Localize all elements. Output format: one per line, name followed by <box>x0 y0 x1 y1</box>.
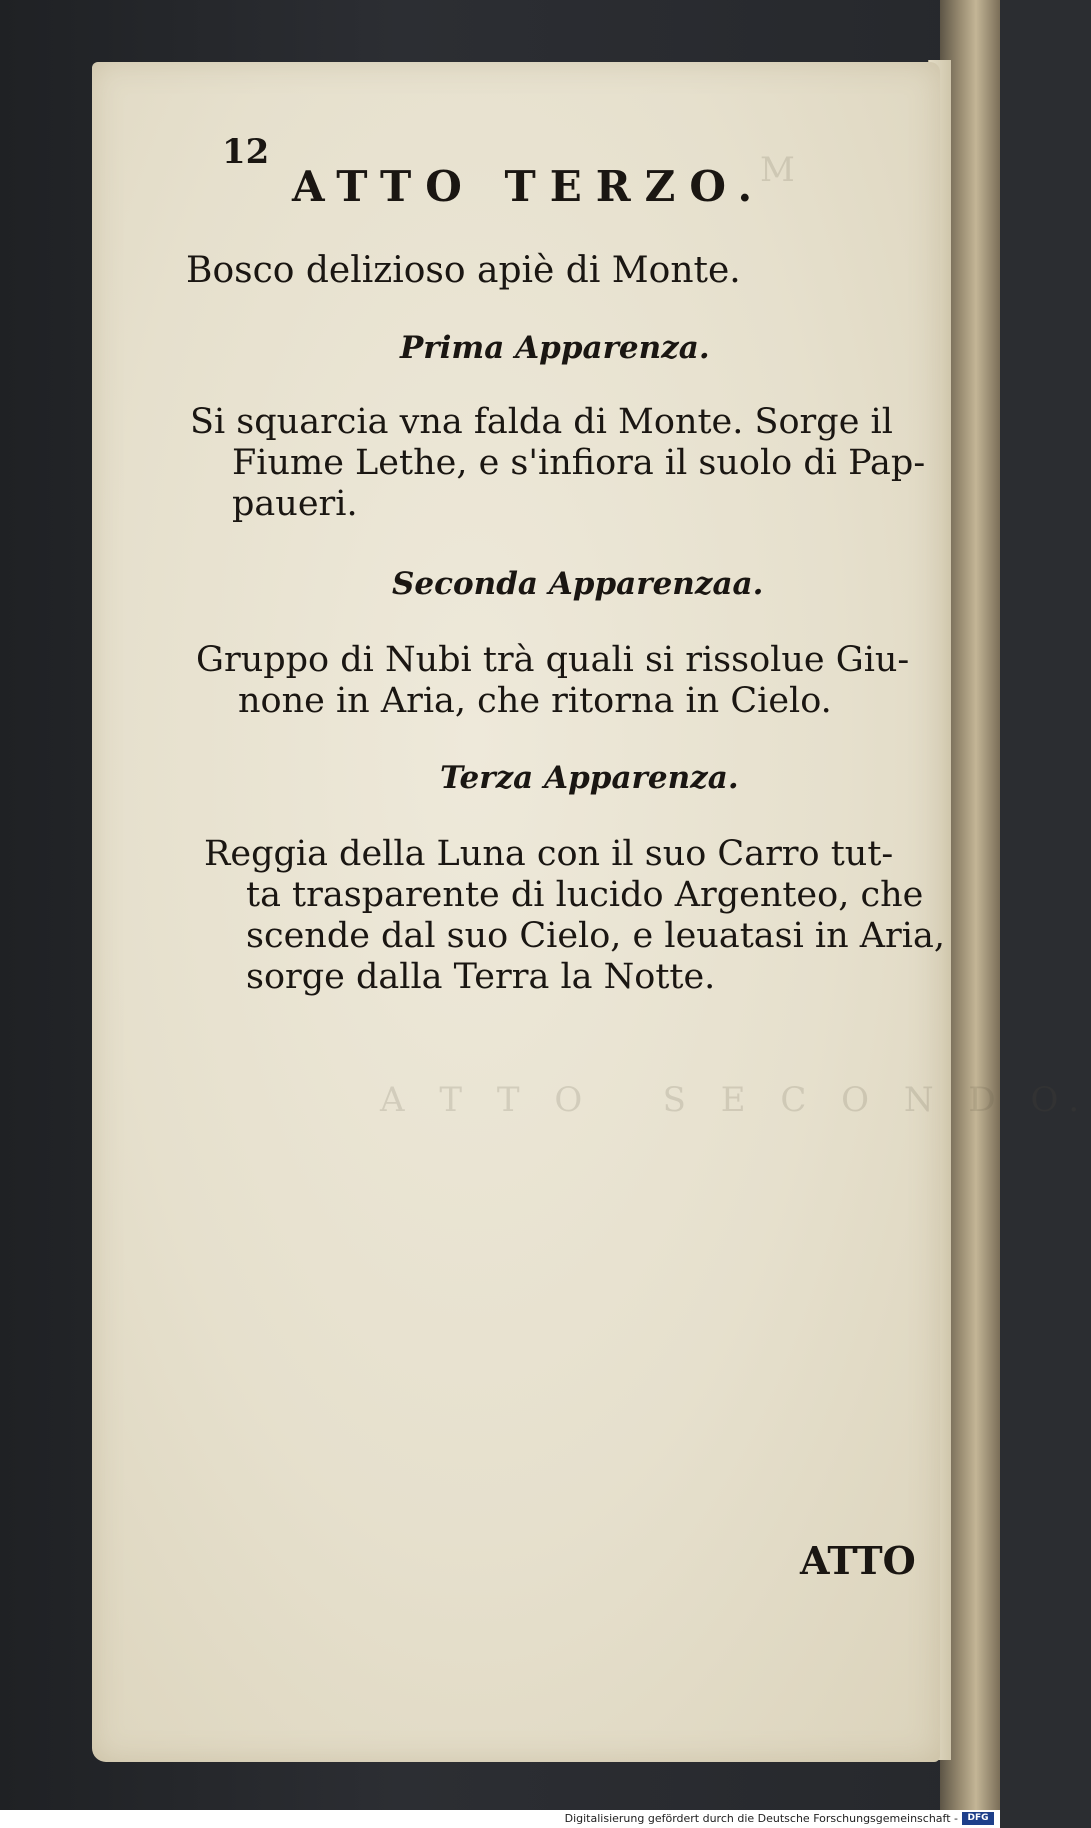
text-line: paueri. <box>232 484 358 524</box>
dfg-logo-icon: DFG <box>962 1812 994 1825</box>
appearance-text-2 <box>196 640 936 722</box>
appearance-title-3: Terza Apparenza. <box>440 760 739 796</box>
text-line: Si squarcia vna falda di Monte. Sorge il <box>190 402 893 442</box>
catchword: ATTO <box>800 1538 916 1583</box>
text-line: sorge dalla Terra la Notte. <box>246 957 716 997</box>
text-line: scende dal suo Cielo, e leuatasi in Aria, <box>246 916 945 956</box>
text-line: Reggia della Luna con il suo Carro tut- <box>204 834 894 874</box>
page-number: 12 <box>222 132 270 172</box>
text-line: none in Aria, che ritorna in Cielo. <box>238 681 832 721</box>
text-line: Fiume Lethe, e s'infiora il suolo di Pap- <box>232 443 926 483</box>
appearance-title-1: Prima Apparenza. <box>400 330 710 366</box>
appearance-text-1 <box>190 402 930 525</box>
running-head: ATTO TERZO. <box>292 162 767 211</box>
appearance-text-3 <box>204 834 944 998</box>
show-through-text: A T T O S E C O N D O. <box>380 1080 1091 1120</box>
show-through-text: M <box>760 150 795 190</box>
appearance-title-2: Seconda Apparenzaa. <box>392 566 764 602</box>
scene-title: Bosco delizioso apiè di Monte. <box>186 250 741 291</box>
text-line: ta trasparente di lucido Argenteo, che <box>246 875 924 915</box>
footer-credit: Digitalisierung gefördert durch die Deutsche Forschungsgemeinschaft - <box>564 1812 958 1825</box>
text-line: Gruppo di Nubi trà quali si rissolue Giu- <box>196 640 910 680</box>
